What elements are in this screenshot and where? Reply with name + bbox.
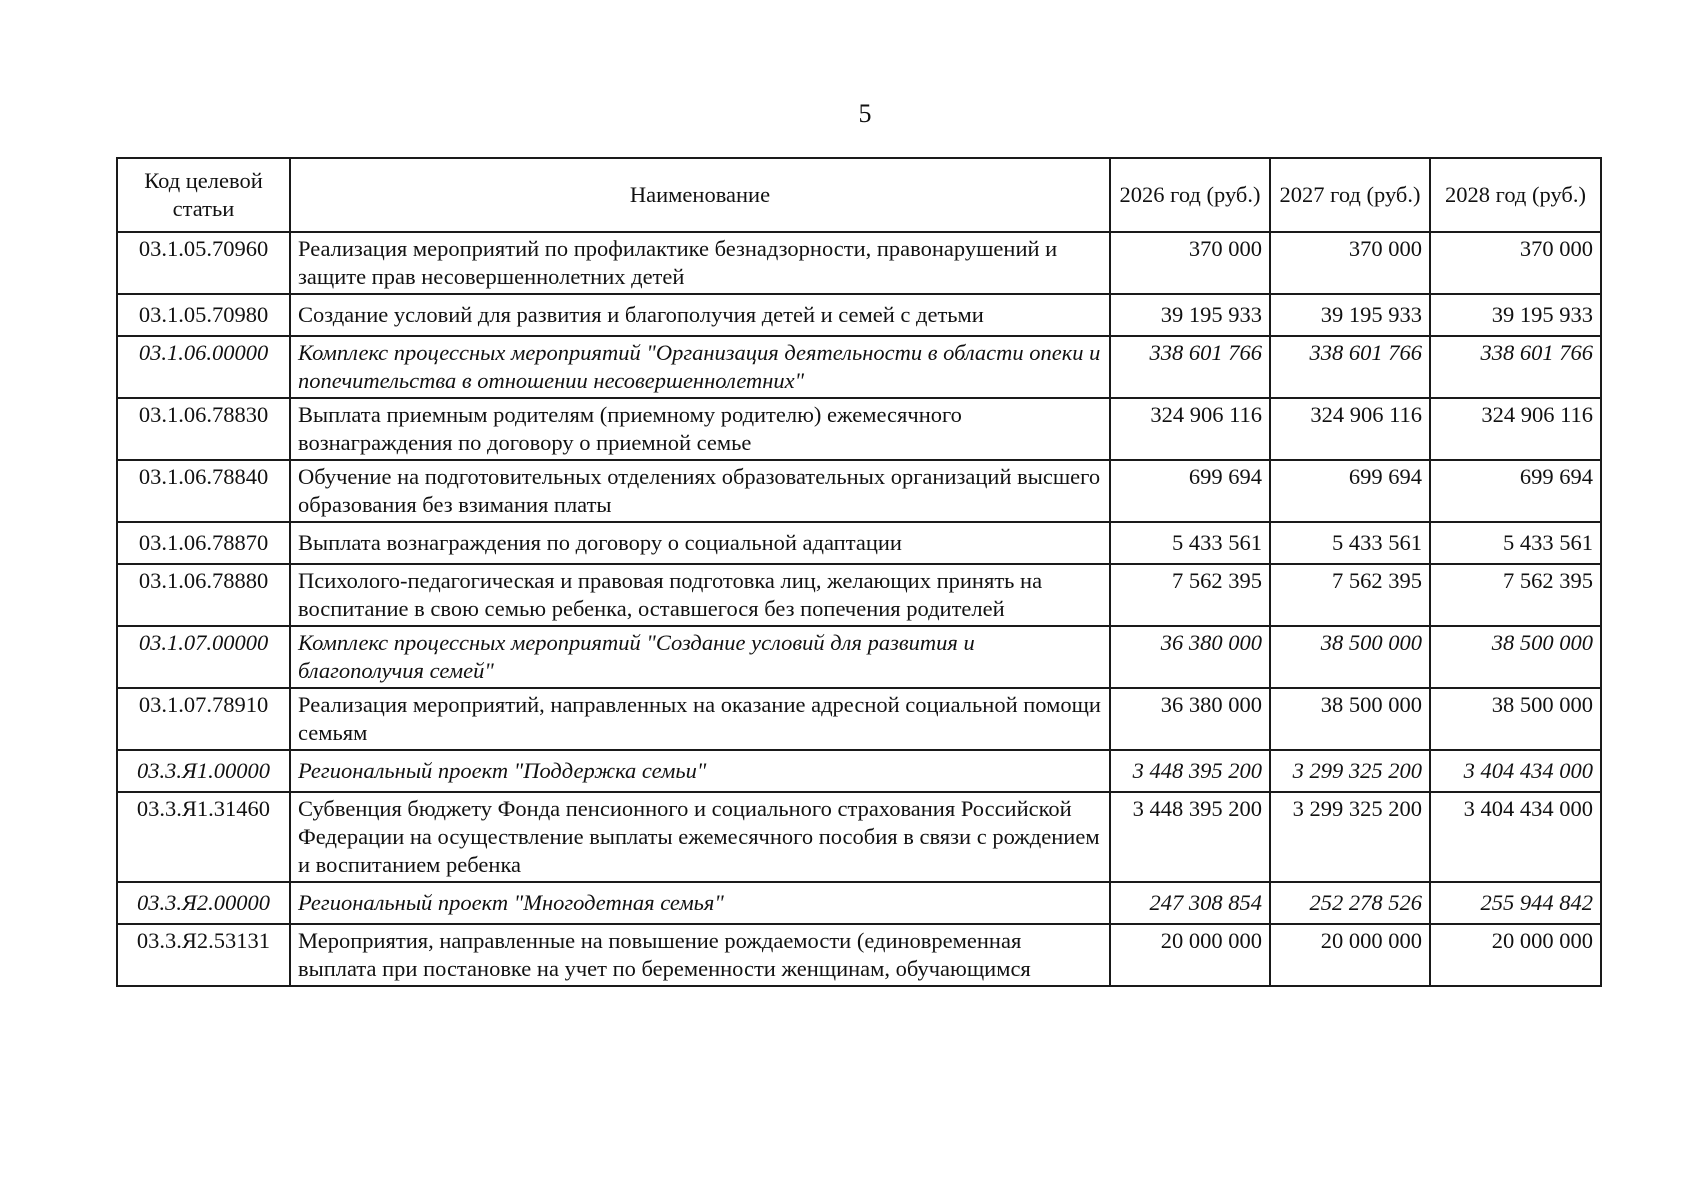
row-value-2026: 247 308 854 [1110,882,1270,924]
row-code: 03.3.Я1.00000 [117,750,290,792]
row-code: 03.1.06.78830 [117,398,290,460]
table-row [117,882,1601,924]
row-value-2028: 338 601 766 [1430,336,1601,398]
table-row [117,460,1601,522]
row-name: Мероприятия, направленные на повышение рождаемости (единовременная выплата при постановке на учет по беременности женщинам, обучающимся [290,924,1110,986]
row-name: Создание условий для развития и благополучия детей и семей с детьми [290,294,1110,336]
row-value-2026: 20 000 000 [1110,924,1270,986]
header-year-2028: 2028 год (руб.) [1430,158,1601,232]
row-value-2027: 38 500 000 [1270,626,1430,688]
row-value-2026: 699 694 [1110,460,1270,522]
row-value-2026: 370 000 [1110,232,1270,294]
row-code: 03.3.Я2.53131 [117,924,290,986]
row-value-2027: 324 906 116 [1270,398,1430,460]
row-value-2026: 324 906 116 [1110,398,1270,460]
table-header-row [117,158,1601,232]
table-body [117,232,1601,986]
row-value-2028: 699 694 [1430,460,1601,522]
row-value-2028: 38 500 000 [1430,626,1601,688]
row-code: 03.3.Я1.31460 [117,792,290,882]
row-code: 03.1.06.00000 [117,336,290,398]
row-value-2027: 699 694 [1270,460,1430,522]
row-name: Психолого-педагогическая и правовая подготовка лиц, желающих принять на воспитание в свою семью ребенка, оставшегося без попечения родителей [290,564,1110,626]
row-value-2027: 370 000 [1270,232,1430,294]
row-value-2027: 252 278 526 [1270,882,1430,924]
table-row [117,688,1601,750]
table-row [117,522,1601,564]
row-value-2026: 3 448 395 200 [1110,792,1270,882]
row-value-2028: 7 562 395 [1430,564,1601,626]
row-value-2028: 3 404 434 000 [1430,792,1601,882]
row-code: 03.1.07.00000 [117,626,290,688]
row-name: Субвенция бюджету Фонда пенсионного и социального страхования Российской Федерации на осуществление выплаты ежемесячного пособия в связи с рождением и воспитанием ребенка [290,792,1110,882]
row-value-2026: 5 433 561 [1110,522,1270,564]
row-value-2027: 5 433 561 [1270,522,1430,564]
table-row [117,792,1601,882]
table-row [117,564,1601,626]
header-code: Код целевой статьи [117,158,290,232]
row-name: Региональный проект "Поддержка семьи" [290,750,1110,792]
table-row [117,924,1601,986]
row-code: 03.1.06.78840 [117,460,290,522]
row-value-2026: 3 448 395 200 [1110,750,1270,792]
row-code: 03.1.05.70960 [117,232,290,294]
table-row [117,336,1601,398]
row-name: Региональный проект "Многодетная семья" [290,882,1110,924]
row-value-2028: 3 404 434 000 [1430,750,1601,792]
header-name: Наименование [290,158,1110,232]
table-row [117,294,1601,336]
row-code: 03.1.06.78880 [117,564,290,626]
row-value-2028: 255 944 842 [1430,882,1601,924]
table-row [117,398,1601,460]
row-code: 03.1.06.78870 [117,522,290,564]
row-name: Комплекс процессных мероприятий "Организация деятельности в области опеки и попечительства в отношении несовершеннолетних" [290,336,1110,398]
header-year-2027: 2027 год (руб.) [1270,158,1430,232]
row-value-2028: 324 906 116 [1430,398,1601,460]
row-value-2027: 39 195 933 [1270,294,1430,336]
row-name: Реализация мероприятий, направленных на оказание адресной социальной помощи семьям [290,688,1110,750]
row-value-2027: 338 601 766 [1270,336,1430,398]
row-name: Реализация мероприятий по профилактике безнадзорности, правонарушений и защите прав несовершеннолетних детей [290,232,1110,294]
table-row [117,750,1601,792]
row-value-2026: 39 195 933 [1110,294,1270,336]
row-value-2028: 5 433 561 [1430,522,1601,564]
table-row [117,232,1601,294]
row-value-2027: 38 500 000 [1270,688,1430,750]
row-code: 03.1.05.70980 [117,294,290,336]
table-row [117,626,1601,688]
row-value-2028: 38 500 000 [1430,688,1601,750]
row-name: Выплата приемным родителям (приемному родителю) ежемесячного вознаграждения по договору о приемной семье [290,398,1110,460]
row-name: Обучение на подготовительных отделениях образовательных организаций высшего образования без взимания платы [290,460,1110,522]
row-name: Выплата вознаграждения по договору о социальной адаптации [290,522,1110,564]
row-value-2027: 3 299 325 200 [1270,792,1430,882]
row-value-2028: 39 195 933 [1430,294,1601,336]
row-value-2027: 7 562 395 [1270,564,1430,626]
row-value-2027: 3 299 325 200 [1270,750,1430,792]
row-value-2026: 338 601 766 [1110,336,1270,398]
row-value-2027: 20 000 000 [1270,924,1430,986]
row-value-2026: 36 380 000 [1110,688,1270,750]
row-code: 03.1.07.78910 [117,688,290,750]
row-value-2026: 36 380 000 [1110,626,1270,688]
row-value-2028: 20 000 000 [1430,924,1601,986]
budget-table [116,157,1602,987]
header-year-2026: 2026 год (руб.) [1110,158,1270,232]
row-value-2026: 7 562 395 [1110,564,1270,626]
row-code: 03.3.Я2.00000 [117,882,290,924]
page-number: 5 [858,99,872,128]
row-name: Комплекс процессных мероприятий "Создание условий для развития и благополучия семей" [290,626,1110,688]
row-value-2028: 370 000 [1430,232,1601,294]
